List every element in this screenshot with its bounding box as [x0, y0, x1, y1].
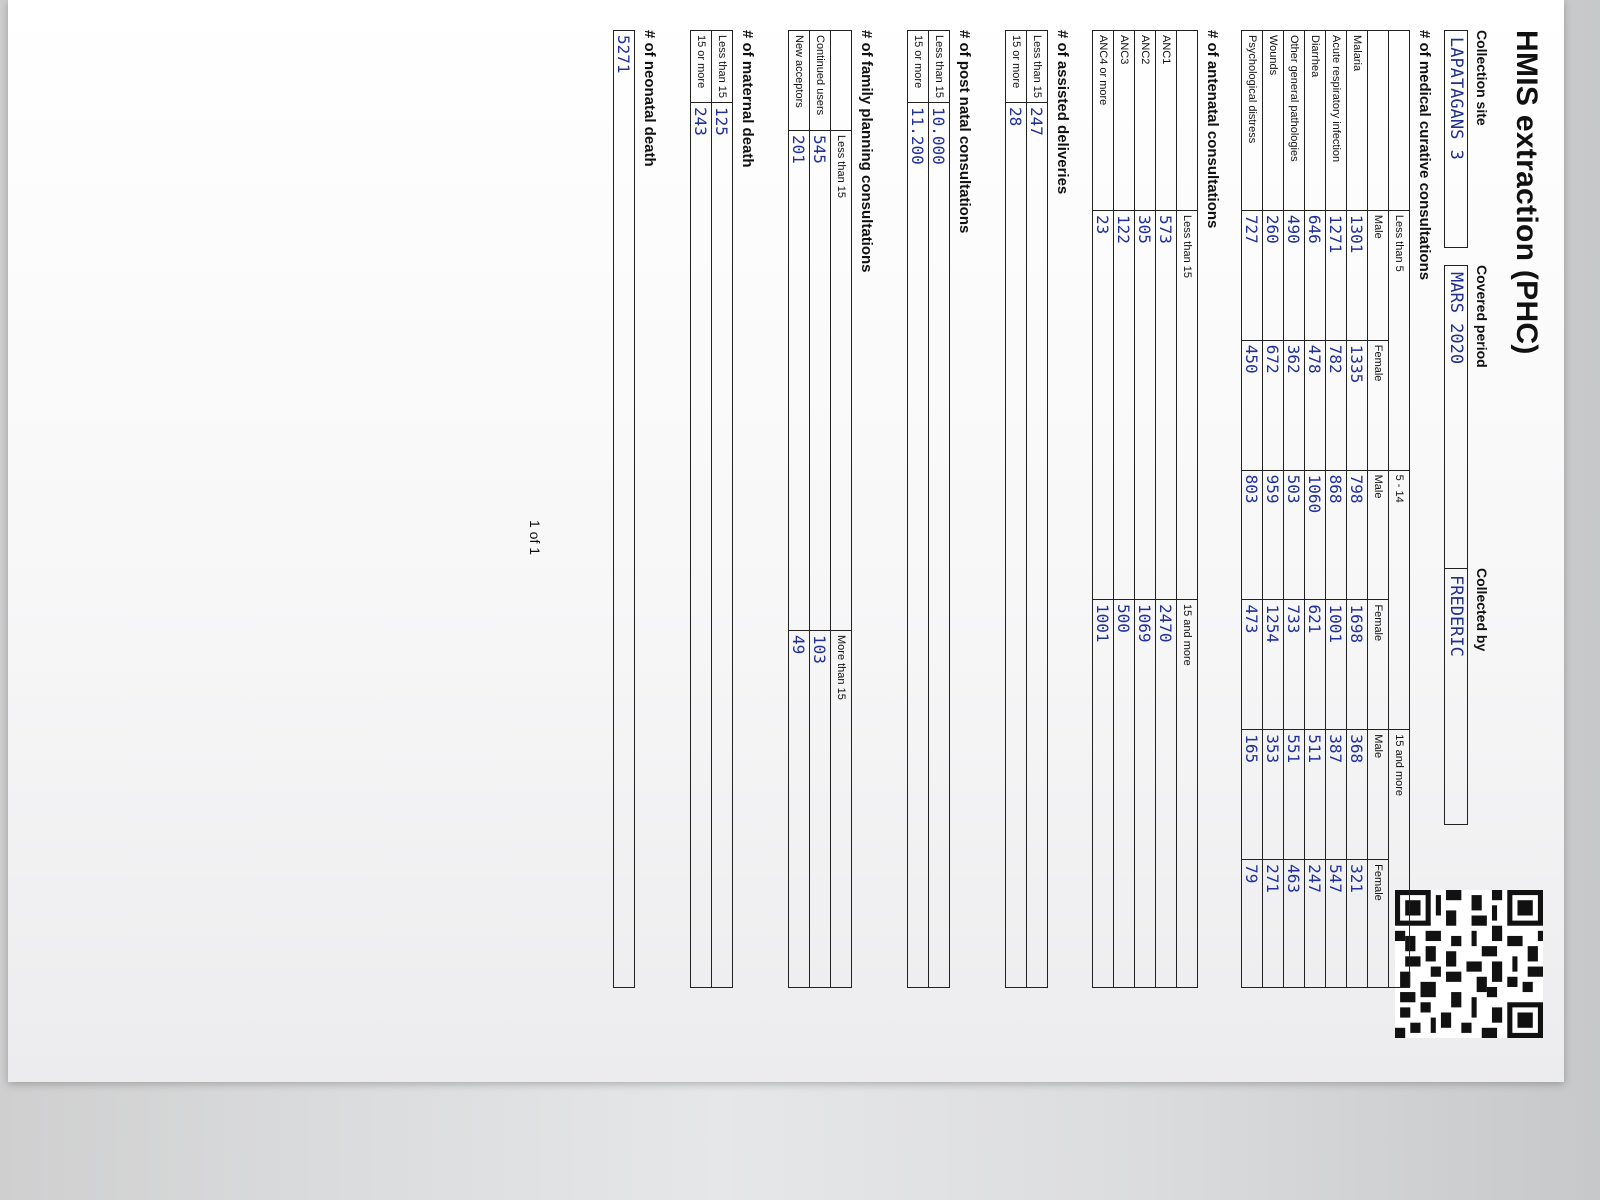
- antenatal-table: [1092, 30, 1198, 988]
- table-row: [1114, 31, 1135, 988]
- cell-value: 305: [1135, 211, 1156, 600]
- column-header: 15 and more: [1177, 600, 1198, 988]
- table-row: [1263, 31, 1284, 988]
- cell-value: 103: [810, 631, 831, 988]
- table-row: [712, 31, 733, 988]
- cell-value: 473: [1242, 600, 1263, 730]
- row-label: Continued users: [810, 31, 831, 131]
- collected-by-label: Collected by: [1474, 568, 1490, 652]
- collection-site-field: LAPATAGANS 3: [1444, 30, 1468, 248]
- row-label: ANC4 or more: [1093, 31, 1114, 211]
- cell-value: 1254: [1263, 600, 1284, 730]
- sub-header: Male: [1368, 470, 1389, 600]
- cell-value: 247: [1027, 103, 1048, 988]
- column-header: More than 15: [831, 631, 852, 988]
- table-row: [1027, 31, 1048, 988]
- postnatal-section-title: # of post natal consultations: [956, 30, 973, 234]
- cell-value: 353: [1263, 730, 1284, 860]
- cell-value: 321: [1347, 860, 1368, 988]
- cell-value: 5271: [614, 31, 635, 988]
- collected-by-field: FREDERIC: [1444, 568, 1468, 825]
- table-row: [1305, 31, 1326, 988]
- group-header: 5 - 14: [1389, 470, 1410, 730]
- row-label: ANC2: [1135, 31, 1156, 211]
- cell-value: 2470: [1156, 600, 1177, 988]
- cell-value: 243: [691, 103, 712, 988]
- qr-code: [1395, 890, 1543, 1038]
- page-title: HMIS extraction (PHC): [1510, 30, 1543, 355]
- table-row: [810, 31, 831, 988]
- assisted-section-title: # of assisted deliveries: [1054, 30, 1071, 195]
- covered-period-label: Covered period: [1474, 265, 1490, 368]
- cell-value: 125: [712, 103, 733, 988]
- cell-value: 1335: [1347, 340, 1368, 470]
- maternal-section-title: # of maternal death: [739, 30, 756, 168]
- sub-header: Female: [1368, 340, 1389, 470]
- cell-value: 28: [1006, 103, 1027, 988]
- sub-header: Male: [1368, 210, 1389, 340]
- table-row: [1006, 31, 1027, 988]
- cell-value: 1698: [1347, 600, 1368, 730]
- cell-value: 1001: [1326, 600, 1347, 730]
- cell-value: 503: [1284, 470, 1305, 600]
- page-counter: 1 of 1: [527, 520, 543, 556]
- cell-value: 500: [1114, 600, 1135, 988]
- cell-value: 1001: [1093, 600, 1114, 988]
- row-label: Less than 15: [712, 31, 733, 103]
- cell-value: 727: [1242, 210, 1263, 340]
- family-section-title: # of family planning consultations: [858, 30, 875, 273]
- collection-site-label: Collection site: [1474, 30, 1490, 126]
- cell-value: 11.200: [908, 103, 929, 988]
- row-label: Psychological distress: [1242, 31, 1263, 211]
- cell-value: 122: [1114, 211, 1135, 600]
- cell-value: 247: [1305, 860, 1326, 988]
- cell-value: 478: [1305, 340, 1326, 470]
- cell-value: 803: [1242, 470, 1263, 600]
- table-row: [789, 31, 810, 988]
- postnatal-table: [907, 30, 950, 988]
- row-label: ANC3: [1114, 31, 1135, 211]
- cell-value: 511: [1305, 730, 1326, 860]
- table-row: [908, 31, 929, 988]
- assisted-table: [1005, 30, 1048, 988]
- cell-value: 798: [1347, 470, 1368, 600]
- cell-value: 868: [1326, 470, 1347, 600]
- cell-value: 23: [1093, 211, 1114, 600]
- cell-value: 463: [1284, 860, 1305, 988]
- row-label: 15 or more: [1006, 31, 1027, 103]
- cell-value: 10.000: [929, 103, 950, 988]
- cell-value: 545: [810, 131, 831, 631]
- group-header: Less than 5: [1389, 210, 1410, 470]
- column-header: Less than 15: [831, 131, 852, 631]
- cell-value: 1069: [1135, 600, 1156, 988]
- cell-value: 959: [1263, 470, 1284, 600]
- row-label: Malaria: [1347, 31, 1368, 211]
- table-row: [1242, 31, 1263, 988]
- cell-value: 621: [1305, 600, 1326, 730]
- empty-corner: [1389, 31, 1410, 211]
- cell-value: 733: [1284, 600, 1305, 730]
- cell-value: 450: [1242, 340, 1263, 470]
- table-row: [1347, 31, 1368, 988]
- curative-section-title: # of medical curative consultations: [1416, 30, 1433, 281]
- family-table: [788, 30, 852, 988]
- neonatal-table: [613, 30, 635, 988]
- row-label: Diarrhea: [1305, 31, 1326, 211]
- cell-value: 271: [1263, 860, 1284, 988]
- empty-corner: [831, 31, 852, 131]
- sub-header: Male: [1368, 730, 1389, 860]
- hmis-form: [523, 30, 1543, 1070]
- row-label: Acute respiratory infection: [1326, 31, 1347, 211]
- cell-value: 260: [1263, 210, 1284, 340]
- row-label: New acceptors: [789, 31, 810, 131]
- cell-value: 201: [789, 131, 810, 631]
- cell-value: 672: [1263, 340, 1284, 470]
- row-label: Less than 15: [1027, 31, 1048, 103]
- cell-value: 1301: [1347, 210, 1368, 340]
- cell-value: 165: [1242, 730, 1263, 860]
- cell-value: 551: [1284, 730, 1305, 860]
- cell-value: 49: [789, 631, 810, 988]
- cell-value: 646: [1305, 210, 1326, 340]
- table-row: [614, 31, 635, 988]
- cell-value: 387: [1326, 730, 1347, 860]
- cell-value: 79: [1242, 860, 1263, 988]
- cell-value: 1271: [1326, 210, 1347, 340]
- column-header: Less than 15: [1177, 211, 1198, 600]
- empty-corner: [1368, 31, 1389, 211]
- neonatal-section-title: # of neonatal death: [641, 30, 658, 167]
- row-label: ANC1: [1156, 31, 1177, 211]
- cell-value: 573: [1156, 211, 1177, 600]
- sub-header: Female: [1368, 600, 1389, 730]
- row-label: Less than 15: [929, 31, 950, 103]
- group-header: 15 and more: [1389, 730, 1410, 988]
- cell-value: 362: [1284, 340, 1305, 470]
- table-row: [929, 31, 950, 988]
- curative-table: [1241, 30, 1410, 988]
- table-row: [1326, 31, 1347, 988]
- empty-corner: [1177, 31, 1198, 211]
- cell-value: 368: [1347, 730, 1368, 860]
- cell-value: 1060: [1305, 470, 1326, 600]
- cell-value: 490: [1284, 210, 1305, 340]
- row-label: 15 or more: [691, 31, 712, 103]
- table-row: [691, 31, 712, 988]
- table-row: [1135, 31, 1156, 988]
- table-row: [1284, 31, 1305, 988]
- table-row: [1156, 31, 1177, 988]
- paper-sheet: [8, 0, 1564, 1082]
- sub-header: Female: [1368, 860, 1389, 988]
- row-label: Wounds: [1263, 31, 1284, 211]
- row-label: Other general pathologies: [1284, 31, 1305, 211]
- cell-value: 782: [1326, 340, 1347, 470]
- antenatal-section-title: # of antenatal consultations: [1204, 30, 1221, 229]
- cell-value: 547: [1326, 860, 1347, 988]
- covered-period-field: MARS 2020: [1444, 265, 1468, 825]
- row-label: 15 or more: [908, 31, 929, 103]
- table-row: [1093, 31, 1114, 988]
- maternal-table: [690, 30, 733, 988]
